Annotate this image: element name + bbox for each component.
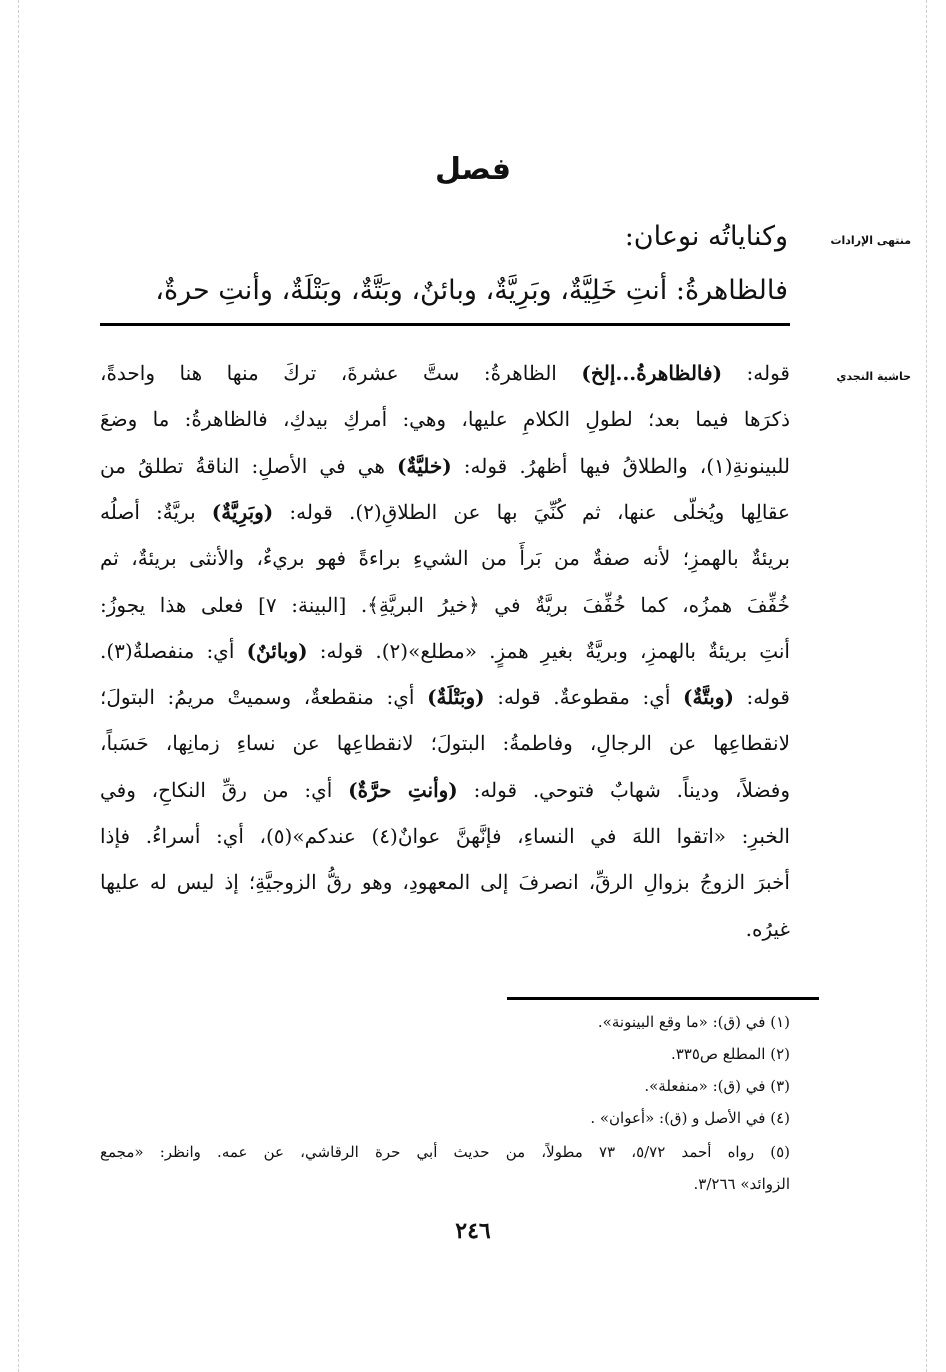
commentary-text: لانقطاعِها عن الرجالِ، وفاطمةُ: البتولَ؛ لانقطاعِها عن نساءِ زمانِها، حَسَباً، xyxy=(100,731,790,756)
footnote: (٣) في (ق): «منفعلة». xyxy=(644,1077,790,1095)
footnote: (٥) رواه أحمد ٥/٧٢، ٧٣ مطولاً، من حديث أبي حرة الرقاشي، عن عمه. وانظر: «مجمع xyxy=(100,1143,791,1161)
commentary-keyword: (وبَرِيَّةٌ) xyxy=(211,499,274,524)
commentary-text: للبينونةِ(١)، والطلاقُ فيها أظهرُ. قوله: xyxy=(451,453,790,478)
commentary-keyword: (وبتَّةٌ) xyxy=(683,685,734,710)
commentary-text: بريئةٌ بالهمزِ؛ لأنه صفةٌ من بَرأَ من الشيءِ براءةً فهو بريءٌ، والأنثى بريئةٌ، ثم xyxy=(100,546,790,571)
footnote: (٤) في الأصل و (ق): «أعوان» . xyxy=(590,1109,790,1127)
commentary-text: عقالِها ويُخلّى عنها، ثم كُنِّيَ بها عن الطلاقِ(٢). قوله: xyxy=(273,499,790,524)
commentary-line xyxy=(100,720,790,766)
commentary-line xyxy=(100,674,790,720)
commentary-text: غيرُه. xyxy=(745,916,790,941)
commentary-text: أي: من رقِّ النكاحِ، وفي xyxy=(100,777,349,802)
margin-guide-line xyxy=(18,0,19,1372)
commentary-text: أنتِ بريئةٌ بالهمزِ، وبريَّةٌ بغيرِ همزٍ. «مطلع»(٢). قوله: xyxy=(307,638,790,663)
section-heading: فصل xyxy=(435,152,511,187)
side-label-hashiya: حاشية النجدي xyxy=(836,370,911,383)
footnote: (١) في (ق): «ما وقع البينونة». xyxy=(597,1013,790,1031)
footnote: (٢) المطلع ص٣٣٥. xyxy=(670,1045,790,1063)
commentary-keyword: (وبائنٌ) xyxy=(246,638,308,663)
side-label-matn: منتهى الإرادات xyxy=(830,234,911,247)
commentary-text: أي: منفصلةٌ(٣). xyxy=(100,638,247,663)
commentary-line xyxy=(100,535,790,581)
commentary-text: قوله: xyxy=(733,685,790,710)
commentary-keyword: (خليَّةٌ) xyxy=(397,453,452,478)
commentary-line xyxy=(100,767,790,813)
matn-line: وكناياتُه نوعان: xyxy=(624,221,788,252)
commentary-text: أي: مقطوعةٌ. قوله: xyxy=(484,685,684,710)
commentary-text: ذكرَها فيما بعد؛ لطولِ الكلامِ عليها، وهي: أمركِ بيدكِ، فالظاهرةُ: ما وضعَ xyxy=(100,407,790,432)
commentary-line xyxy=(100,859,790,905)
margin-guide-line xyxy=(926,0,927,1372)
commentary-text: أي: منقطعةٌ، وسميتْ مريمُ: البتولَ؛ xyxy=(100,685,428,710)
commentary-text: بريَّةٌ: أصلُه xyxy=(100,499,212,524)
commentary-line xyxy=(100,628,790,674)
commentary-keyword: (وأنتِ حرَّةٌ) xyxy=(348,777,458,802)
page-number: ٢٤٦ xyxy=(455,1218,491,1244)
commentary-line xyxy=(100,813,790,859)
commentary-text: قوله: xyxy=(722,361,790,385)
commentary-keyword: (وبَتْلَةٌ) xyxy=(427,685,485,710)
commentary-text: وفضلاً، وديناً. شهابٌ فتوحي. قوله: xyxy=(457,777,790,802)
commentary-text: أخبرَ الزوجُ بزوالِ الرقِّ، انصرفَ إلى المعهودِ، وهو رقُّ الزوجيَّةِ؛ إذ ليس له عليها xyxy=(100,870,790,895)
commentary-line xyxy=(100,443,790,489)
commentary-text: هي في الأصلِ: الناقةُ تطلقُ من xyxy=(100,453,398,478)
commentary-text: الخبرِ: «اتقوا اللهَ في النساءِ، فإنَّهنَّ عوانٌ(٤) عندكم»(٥)، أي: أسراءُ. فإذا xyxy=(100,824,790,848)
footnote-separator xyxy=(507,997,819,1000)
commentary-text: الظاهرةُ: ستَّ عشرةَ، تركَ منها هنا واحدةً، xyxy=(100,361,582,385)
commentary-line xyxy=(100,489,790,535)
separator-rule xyxy=(100,323,790,326)
commentary-keyword: (فالظاهرةُ...إلخ) xyxy=(581,361,723,385)
commentary-line xyxy=(100,906,790,952)
matn-line: فالظاهرةُ: أنتِ خَلِيَّةٌ، وبَرِيَّةٌ، وبائنٌ، وبَتَّةٌ، وبَتْلَةٌ، وأنتِ حرةٌ، xyxy=(155,275,788,306)
commentary-line xyxy=(100,350,790,396)
commentary-line xyxy=(100,396,790,442)
footnote-continuation: الزوائد» ٣/٢٦٦. xyxy=(693,1175,790,1193)
commentary-line xyxy=(100,582,790,628)
commentary-text: خُفِّفَ همزُه، كما خُفِّفَ بريَّةٌ في ﴿خيرُ البريَّةِ﴾. [البينة: ٧] فعلى هذا يجوزُ: xyxy=(100,592,790,617)
